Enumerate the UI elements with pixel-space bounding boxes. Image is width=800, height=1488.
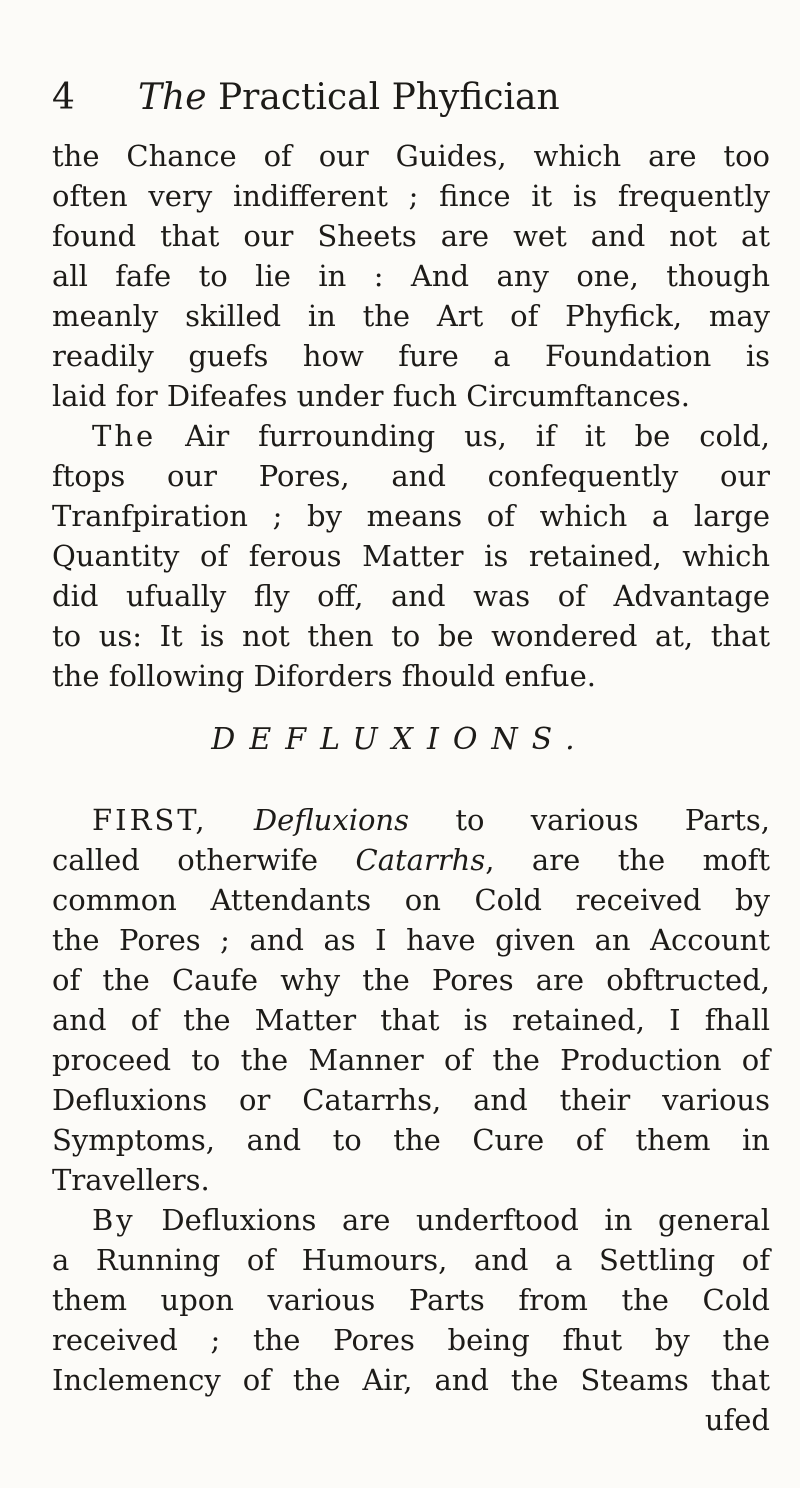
- italic-term: Catarrhs: [355, 843, 486, 877]
- text-line: all fafe to lie in : And any one, though: [52, 259, 770, 293]
- italic-term: Defluxions: [253, 803, 409, 837]
- text-line: Quantity of ferous Matter is retained, which: [52, 539, 770, 573]
- text-line: of the Caufe why the Pores are obftructed,: [52, 963, 770, 997]
- lead-word: By: [92, 1203, 136, 1237]
- text-line: to us: It is not then to be wondered at, that: [52, 619, 770, 653]
- line-text: , are the moft: [485, 843, 770, 877]
- text-line: Travellers.: [52, 1163, 210, 1197]
- text-line: Inclemency of the Air, and the Steams that: [52, 1363, 770, 1397]
- section-title: DEFLUXIONS.: [211, 722, 589, 757]
- text-line: Symptoms, and to the Cure of them in: [52, 1123, 770, 1157]
- text-line: the Chance of our Guides, which are too: [52, 139, 770, 173]
- line-text: Air furrounding us, if it be cold,: [156, 419, 770, 453]
- text-line: [92, 416, 770, 456]
- text-line: [52, 840, 770, 880]
- catchword: ufed: [704, 1403, 770, 1437]
- text-line: and of the Matter that is retained, I fhall: [52, 1003, 770, 1037]
- lead-word: FIRST,: [92, 803, 208, 837]
- text-line: [92, 1200, 770, 1240]
- text-line: ftops our Pores, and confequently our: [52, 459, 770, 493]
- text-line: meanly skilled in the Art of Phyfick, may: [52, 299, 770, 333]
- text-line: Defluxions or Catarrhs, and their various: [52, 1083, 770, 1117]
- lead-word: The: [92, 419, 157, 453]
- text-line: common Attendants on Cold received by: [52, 883, 770, 917]
- text-line: Tranfpiration ; by means of which a large: [52, 499, 770, 533]
- text-line: the following Diforders fhould enfue.: [52, 659, 596, 693]
- text-line: readily guefs how fure a Foundation is: [52, 339, 770, 373]
- text-line: proceed to the Manner of the Production of: [52, 1043, 770, 1077]
- line-text: Defluxions are underftood in general: [135, 1203, 770, 1237]
- text-line: often very indifferent ; fince it is frequently: [52, 179, 770, 213]
- text-line: did ufually fly off, and was of Advantage: [52, 579, 770, 613]
- text-line: received ; the Pores being fhut by the: [52, 1323, 770, 1357]
- line-text: to various Parts,: [409, 803, 771, 837]
- text-line: a Running of Humours, and a Settling of: [52, 1243, 770, 1277]
- header-title-italic: The: [138, 77, 207, 118]
- text-line: found that our Sheets are wet and not at: [52, 219, 770, 253]
- header-title: Practical Phyfician: [206, 77, 560, 118]
- text-line: [92, 800, 770, 840]
- text-line: them upon various Parts from the Cold: [52, 1283, 770, 1317]
- page-number: 4: [52, 77, 75, 118]
- text-line: laid for Difeafes under fuch Circumftances.: [52, 379, 690, 413]
- running-header: [52, 68, 772, 128]
- line-text: called otherwife: [52, 843, 356, 877]
- text-line: the Pores ; and as I have given an Account: [52, 923, 770, 957]
